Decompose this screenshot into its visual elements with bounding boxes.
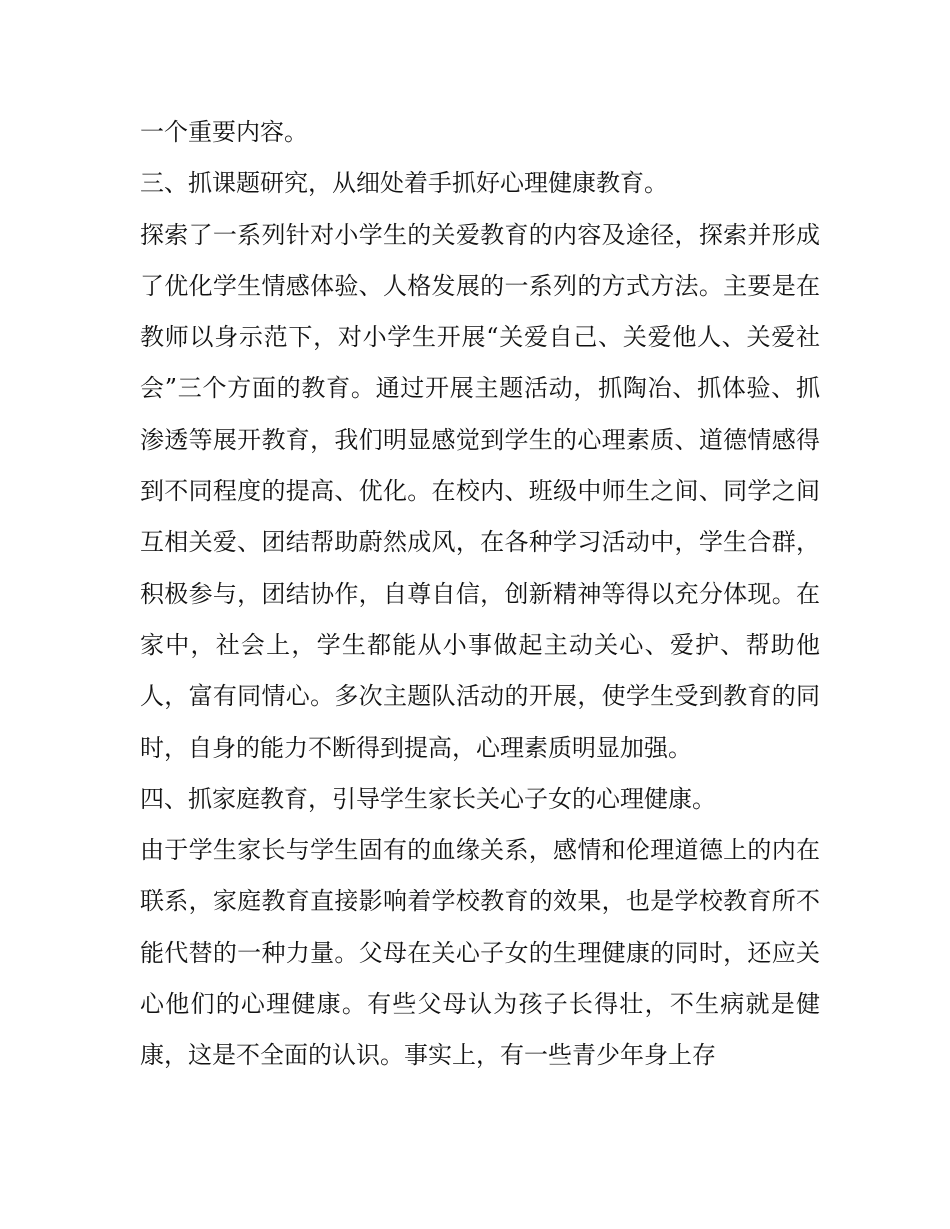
paragraph-intro-end: 一个重要内容。 — [140, 118, 308, 146]
section-heading-3: 三、抓课题研究，从细处着手抓好心理健康教育。 — [140, 169, 668, 198]
section-heading-4: 四、抓家庭教育，引导学生家长关心子女的心理健康。 — [140, 784, 716, 813]
paragraph-section-3-body: 探索了一系列针对小学生的关爱教育的内容及途径，探索并形成了优化学生情感体验、人格发展的一系列的方式方法。主要是在教师以身示范下，对小学生开展“关爱自己、关爱他人、关爱社会”三个方面的教育。通过开展主题活动，抓陶冶、抓体验、抓渗透等展开教育，我们明显感觉到学生的心理素质、道德情感得到不同程度的提高、优化。在校内、班级中师生之间、同学之间互相关爱、团结帮助蔚然成风，在各种学习活动中，学生合群，积极参与，团结协作，自尊自信，创新精神等得以充分体现。在家中，社会上，学生都能从小事做起主动关心、爱护、帮助他人，富有同情心。多次主题队活动的开展，使学生受到教育的同时，自身的能力不断得到提高，心理素质明显加强。 — [140, 220, 820, 762]
document-body — [140, 107, 820, 1082]
paragraph-section-4-body: 由于学生家长与学生固有的血缘关系，感情和伦理道德上的内在联系，家庭教育直接影响着学校教育的效果，也是学校教育所不能代替的一种力量。父母在关心子女的生理健康的同时，还应关心他们的心理健康。有些父母认为孩子长得壮，不生病就是健康，这是不全面的认识。事实上，有一些青少年身上存 — [140, 836, 820, 1070]
